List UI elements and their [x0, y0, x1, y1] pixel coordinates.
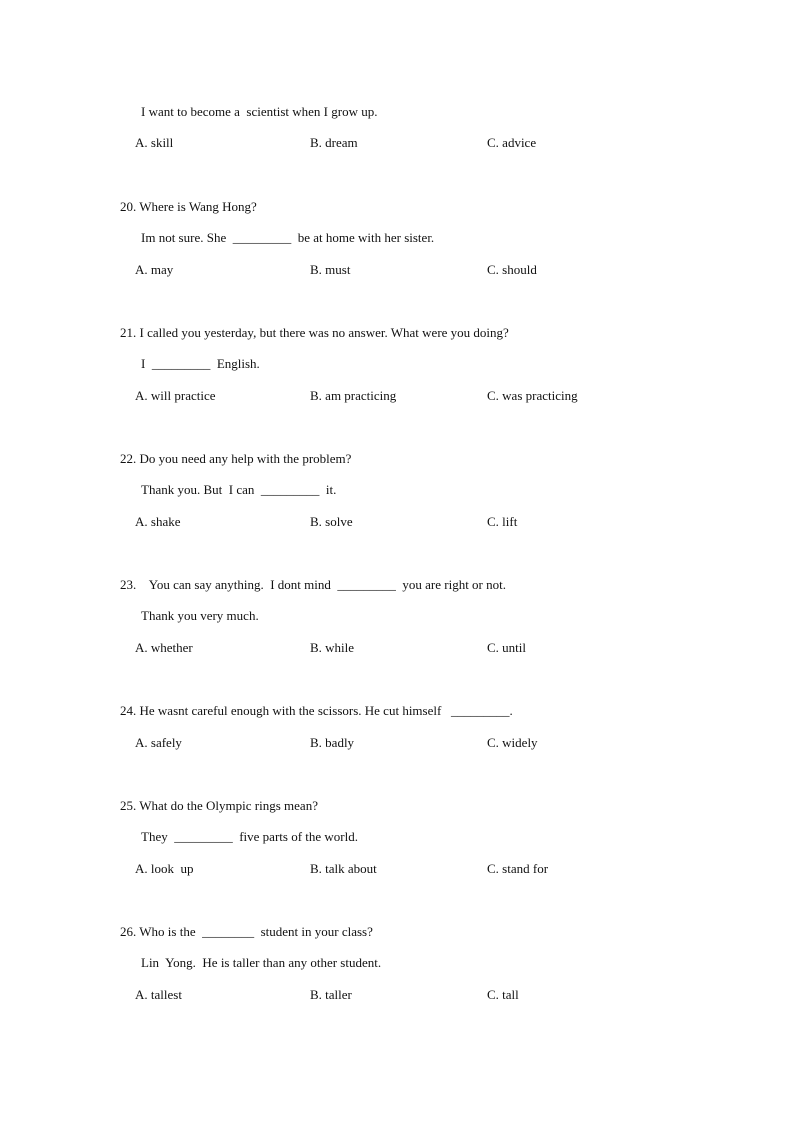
option-a: A. will practice [135, 388, 216, 403]
option-c: C. tall [487, 987, 519, 1002]
option-b: B. badly [310, 735, 355, 750]
question-prompt: 23. You can say anything. I dont mind _________ you are right or not. [120, 577, 506, 592]
answer-line: I _________ English. [141, 356, 260, 371]
answer-line: I want to become a scientist when I grow up. [141, 104, 378, 119]
answer-line: Im not sure. She _________ be at home with her sister. [141, 230, 435, 245]
question-prompt: 24. He wasnt careful enough with the scissors. He cut himself _________. [120, 703, 513, 718]
option-b: B. taller [310, 987, 352, 1002]
option-b: B. must [310, 262, 351, 277]
answer-line: Thank you. But I can _________ it. [141, 482, 337, 497]
option-b: B. dream [310, 135, 358, 150]
option-c: C. was practicing [487, 388, 578, 403]
option-c: C. stand for [487, 861, 549, 876]
answer-line: Lin Yong. He is taller than any other student. [141, 955, 382, 970]
answer-line: Thank you very much. [141, 608, 259, 623]
question-prompt: 26. Who is the ________ student in your class? [120, 924, 373, 939]
question-prompt: 21. I called you yesterday, but there was no answer. What were you doing? [120, 325, 509, 340]
option-a: A. tallest [135, 987, 182, 1002]
option-b: B. talk about [310, 861, 377, 876]
question-prompt: 25. What do the Olympic rings mean? [120, 798, 318, 813]
option-c: C. until [487, 640, 527, 655]
option-a: A. skill [135, 135, 174, 150]
option-a: A. safely [135, 735, 182, 750]
option-a: A. look up [135, 861, 194, 876]
option-c: C. widely [487, 735, 538, 750]
option-a: A. whether [135, 640, 193, 655]
option-a: A. may [135, 262, 174, 277]
option-c: C. advice [487, 135, 537, 150]
option-a: A. shake [135, 514, 181, 529]
question-prompt: 22. Do you need any help with the problem? [120, 451, 352, 466]
option-b: B. while [310, 640, 355, 655]
option-b: B. solve [310, 514, 353, 529]
option-c: C. lift [487, 514, 518, 529]
question-prompt: 20. Where is Wang Hong? [120, 199, 257, 214]
option-b: B. am practicing [310, 388, 397, 403]
option-c: C. should [487, 262, 537, 277]
answer-line: They _________ five parts of the world. [141, 829, 358, 844]
